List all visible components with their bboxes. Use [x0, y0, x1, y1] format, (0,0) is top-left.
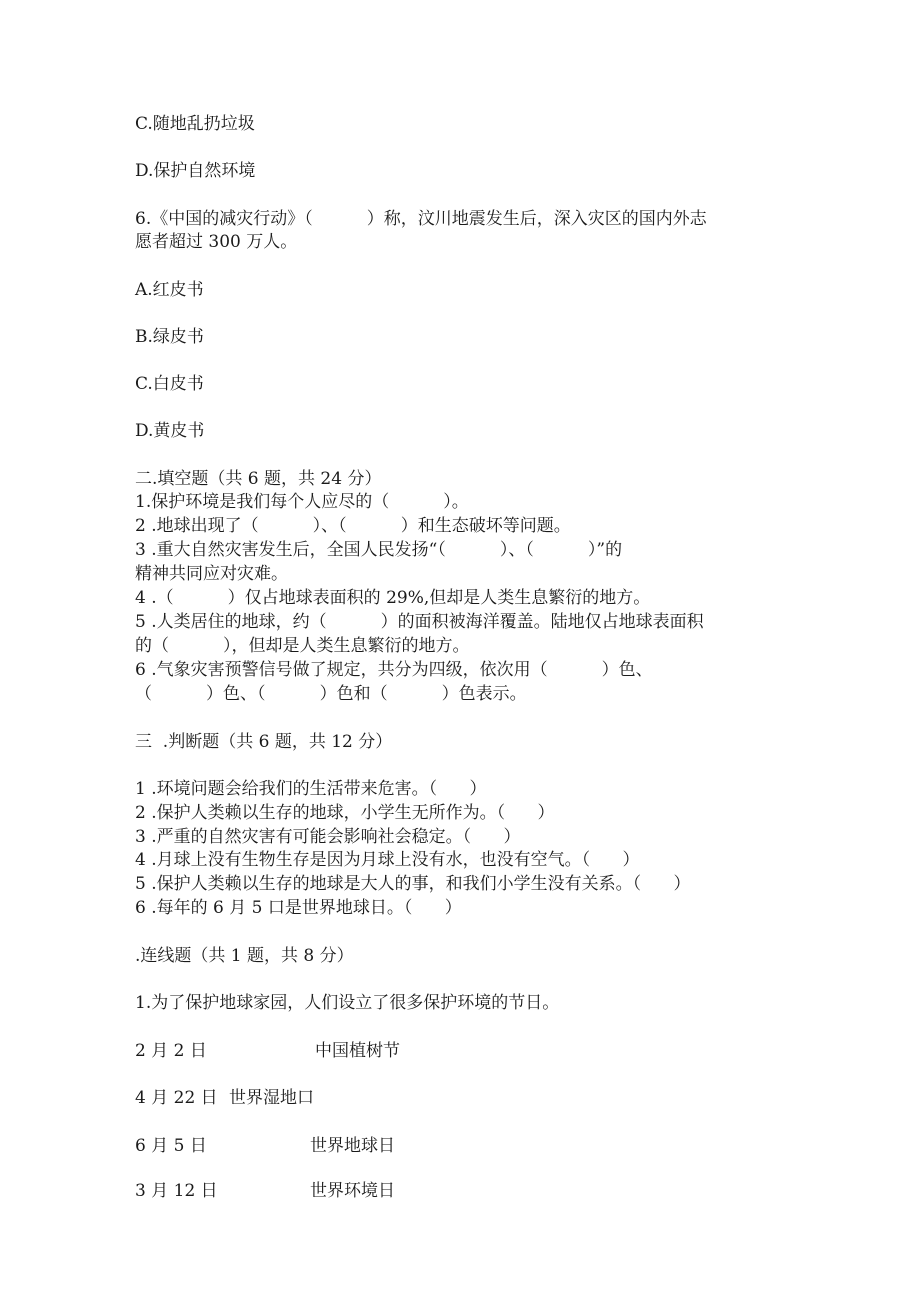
- match-left-date: 2 月 2 日: [135, 1041, 207, 1061]
- fill-q1: 1.保护环境是我们每个人应尽的（ ）。: [135, 492, 469, 512]
- fill-q3-line1: 3 .重大自然灾害发生后，全国人民发扬“（ ）、（ ）”的: [135, 540, 623, 560]
- fill-q6-line1: 6 .气象灾害预警信号做了规定，共分为四级，依次用（ ）色、: [135, 660, 653, 680]
- fill-q6-line2: （ ）色、（ ）色和（ ）色表示。: [135, 684, 527, 704]
- match-right-festival: 世界湿地口: [229, 1088, 314, 1108]
- q5-option-d: D.保护自然环境: [135, 161, 256, 181]
- fill-q3-line2: 精神共同应对灾难。: [135, 564, 288, 584]
- fill-section-heading: 二.填空题（共 6 题，共 24 分）: [135, 469, 382, 489]
- match-section-heading: .连线题（共 1 题，共 8 分）: [135, 946, 354, 966]
- judge-q1: 1 .环境问题会给我们的生活带来危害。（ ）: [135, 779, 487, 799]
- judge-q4: 4 .月球上没有生物生存是因为月球上没有水，也没有空气。（ ）: [135, 850, 640, 870]
- fill-q4: 4 .（ ）仅占地球表面积的 29%,但却是人类生息繁衍的地方。: [135, 588, 651, 608]
- q6-stem-line2: 愿者超过 300 万人。: [135, 232, 298, 252]
- match-left-date: 3 月 12 日: [135, 1181, 218, 1201]
- judge-q3: 3 .严重的自然灾害有可能会影响社会稳定。（ ）: [135, 827, 521, 847]
- judge-q2: 2 .保护人类赖以生存的地球，小学生无所作为。（ ）: [135, 803, 555, 823]
- match-right-festival: 世界环境日: [310, 1181, 395, 1201]
- match-left-date: 4 月 22 日: [135, 1088, 218, 1108]
- q6-option-c: C.白皮书: [135, 374, 204, 394]
- judge-q6: 6 .每年的 6 月 5 口是世界地球日。（ ）: [135, 898, 462, 918]
- fill-q2: 2 .地球出现了（ ）、（ ）和生态破坏等问题。: [135, 516, 571, 536]
- q6-option-d: D.黄皮书: [135, 421, 205, 441]
- q6-stem-line1: 6.《中国的减灾行动》（ ）称，汶川地震发生后，深入灾区的国内外志: [135, 209, 707, 229]
- match-left-date: 6 月 5 日: [135, 1136, 207, 1156]
- fill-q5-line2: 的（ ），但却是人类生息繁衍的地方。: [135, 636, 470, 656]
- judge-section-heading: 三 .判断题（共 6 题，共 12 分）: [135, 732, 393, 752]
- match-q1: 1.为了保护地球家园，人们设立了很多保护环境的节日。: [135, 993, 560, 1013]
- q5-option-c: C.随地乱扔垃圾: [135, 114, 255, 134]
- q6-option-a: A.红皮书: [135, 280, 204, 300]
- fill-q5-line1: 5 .人类居住的地球，约（ ）的面积被海洋覆盖。陆地仅占地球表面积: [135, 612, 704, 632]
- match-right-festival: 世界地球日: [310, 1136, 395, 1156]
- judge-q5: 5 .保护人类赖以生存的地球是大人的事，和我们小学生没有关系。（ ）: [135, 874, 691, 894]
- match-right-festival: 中国植树节: [315, 1041, 400, 1061]
- q6-option-b: B.绿皮书: [135, 327, 204, 347]
